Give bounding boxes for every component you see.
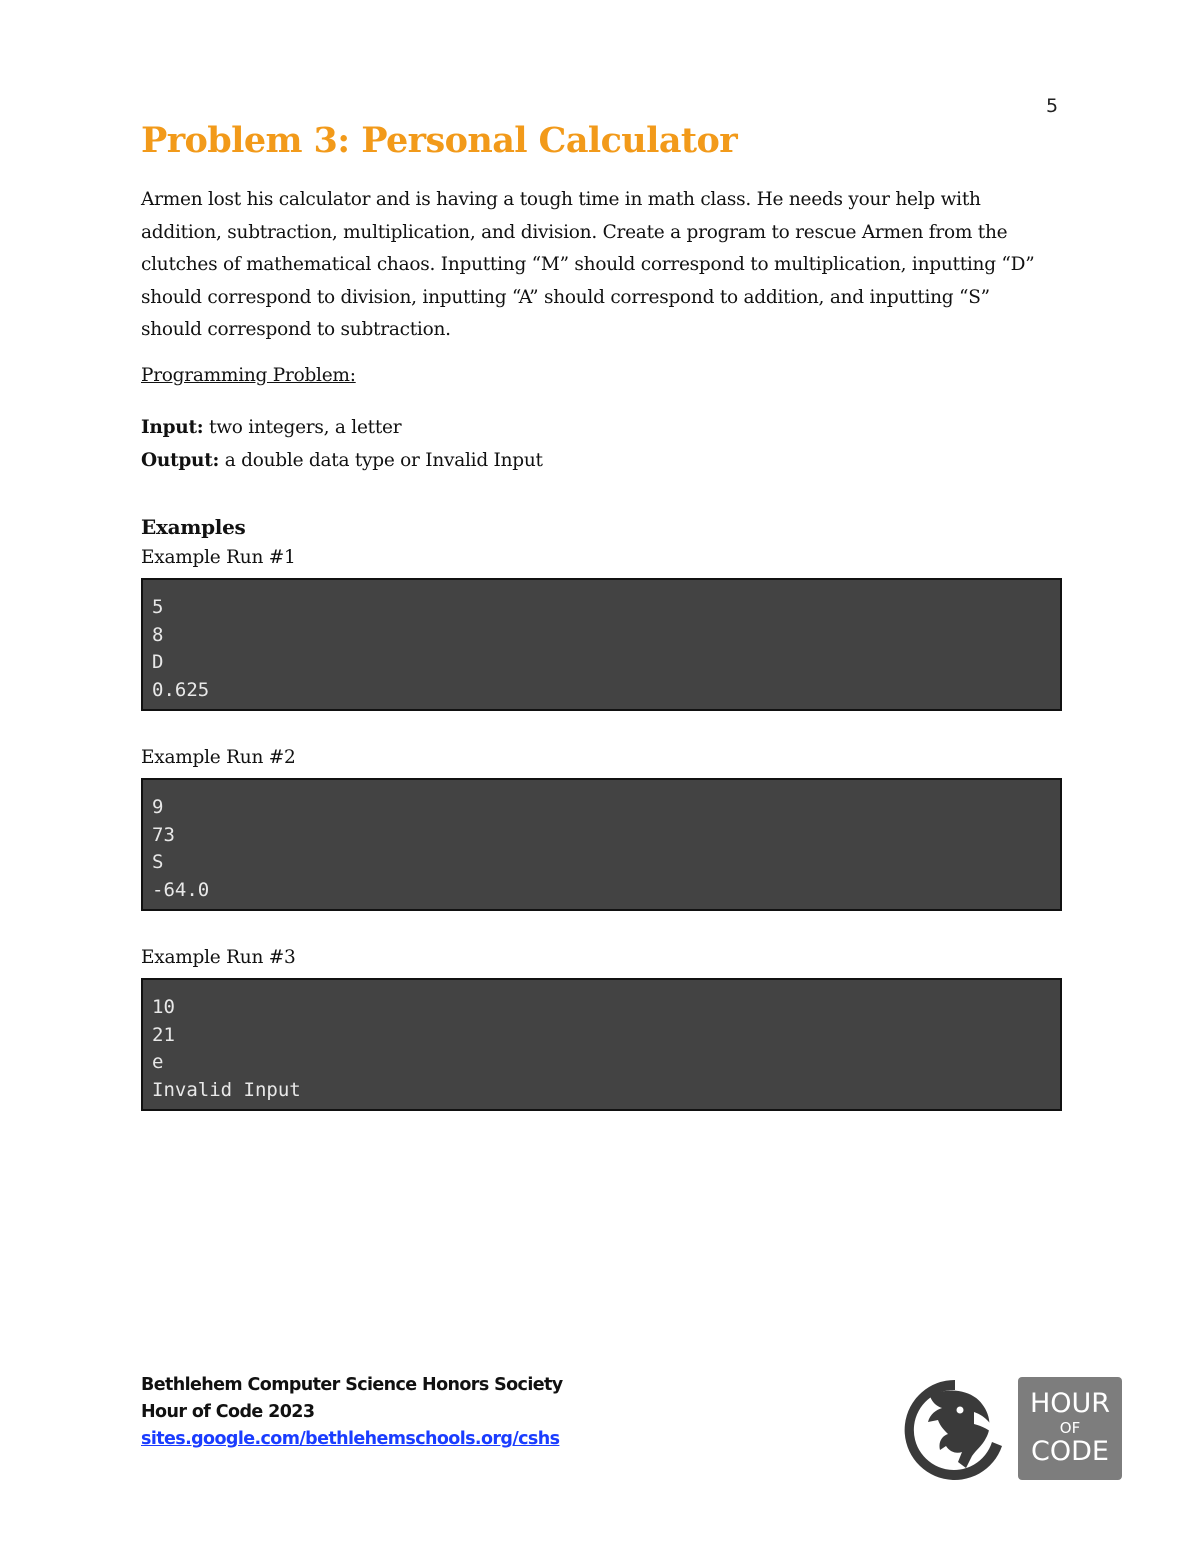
code-line: D	[152, 651, 164, 673]
code-line: 73	[152, 823, 175, 846]
eagle-logo-icon	[900, 1376, 1010, 1480]
problem-title: Problem 3: Personal Calculator	[141, 120, 738, 161]
code-line: 5	[152, 596, 164, 618]
hour-of-code-logo	[1018, 1377, 1122, 1480]
code-line: S	[152, 851, 164, 873]
output-value: a double data type or Invalid Input	[219, 450, 543, 471]
example-run-3-code	[141, 978, 1062, 1111]
hoc-word-of: OF	[1059, 1419, 1081, 1437]
footer-link[interactable]: sites.google.com/bethlehemschools.org/cshs	[141, 1429, 560, 1449]
eagle-head-icon	[928, 1390, 989, 1468]
examples-heading: Examples	[141, 515, 246, 539]
footer-event: Hour of Code 2023	[141, 1402, 315, 1422]
code-line: Invalid Input	[152, 1078, 301, 1101]
example-run-1-code	[141, 578, 1062, 711]
code-line: -64.0	[152, 878, 210, 901]
input-spec	[141, 417, 401, 438]
example-run-1-label: Example Run #1	[141, 547, 296, 568]
input-label: Input:	[141, 417, 204, 438]
example-run-3-label: Example Run #3	[141, 947, 296, 968]
code-line: 0.625	[152, 678, 210, 701]
footer-org: Bethlehem Computer Science Honors Society	[141, 1375, 563, 1395]
input-value: two integers, a letter	[203, 417, 402, 438]
output-label: Output:	[141, 450, 220, 471]
code-line: 9	[152, 796, 164, 818]
example-run-2-label: Example Run #2	[141, 747, 296, 768]
page-number: 5	[1046, 95, 1059, 117]
eagle-eye-icon	[957, 1407, 964, 1414]
problem-description: Armen lost his calculator and is having a tough time in math class. He needs your help with addition, subtraction, multiplication, and division. Create a program to rescue Armen from the clutches of mathematical chaos. Inputting “M” should correspond to multiplication, inputting “D” should correspond to division, inputting “A” should correspond to addition, and inputting “S” should correspond to subtraction.	[141, 189, 1035, 340]
code-line: 10	[152, 996, 175, 1018]
example-run-2-code	[141, 778, 1062, 911]
code-line: 21	[152, 1023, 175, 1046]
output-spec	[141, 450, 543, 471]
hoc-word-code: CODE	[1031, 1436, 1109, 1467]
hoc-word-hour: HOUR	[1029, 1388, 1111, 1419]
code-line: e	[152, 1051, 164, 1073]
programming-problem-heading: Programming Problem:	[141, 365, 356, 386]
code-line: 8	[152, 623, 164, 646]
